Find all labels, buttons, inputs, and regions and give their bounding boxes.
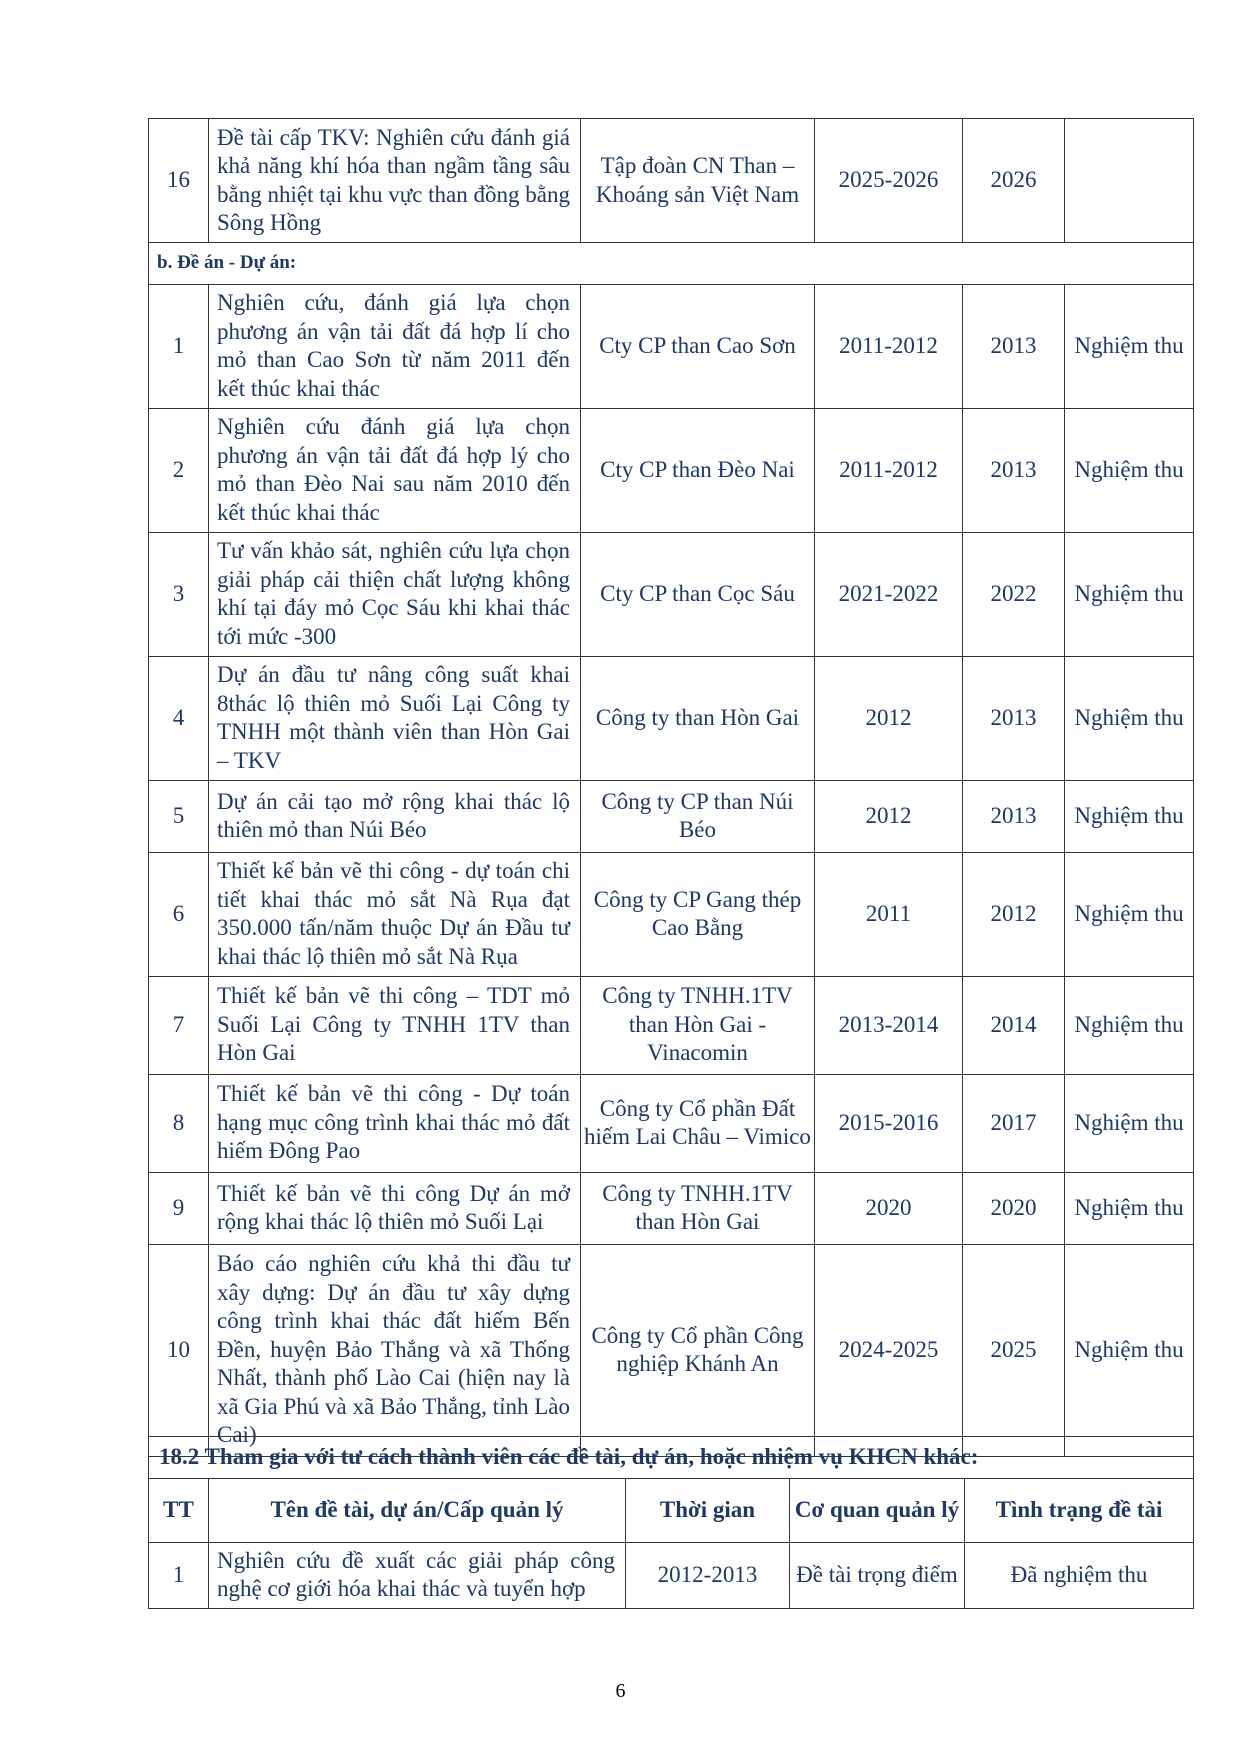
project-time: 2012-2013 xyxy=(626,1542,790,1608)
project-organization: Công ty TNHH.1TV than Hòn Gai xyxy=(581,1172,815,1244)
project-name: Dự án đầu tư nâng công suất khai 8thác lộ thiên mỏ Suối Lại Công ty TNHH một thành viên than Hòn Gai – TKV xyxy=(209,656,581,780)
project-status: Nghiệm thu xyxy=(1065,408,1194,532)
table-row xyxy=(149,1542,1194,1608)
project-status: Nghiệm thu xyxy=(1065,780,1194,852)
acceptance-year: 2020 xyxy=(963,1172,1065,1244)
project-status: Nghiệm thu xyxy=(1065,852,1194,976)
acceptance-year: 2022 xyxy=(963,532,1065,656)
row-number: 10 xyxy=(149,1244,209,1456)
project-name: Dự án cải tạo mở rộng khai thác lộ thiên mỏ than Núi Béo xyxy=(209,780,581,852)
header-name: Tên đề tài, dự án/Cấp quản lý xyxy=(209,1478,626,1542)
row-number: 3 xyxy=(149,532,209,656)
project-period: 2013-2014 xyxy=(815,976,963,1074)
project-organization: Cty CP than Cao Sơn xyxy=(581,284,815,408)
project-name: Đề tài cấp TKV: Nghiên cứu đánh giá khả năng khí hóa than ngầm tầng sâu bằng nhiệt tại khu vực than đồng bằng Sông Hồng xyxy=(209,119,581,243)
row-number: 9 xyxy=(149,1172,209,1244)
acceptance-year: 2014 xyxy=(963,976,1065,1074)
row-number: 7 xyxy=(149,976,209,1074)
page-number: 6 xyxy=(615,1680,626,1702)
project-status xyxy=(1065,119,1194,243)
table-row xyxy=(149,284,1194,408)
header-tt: TT xyxy=(149,1478,209,1542)
project-name: Thiết kế bản vẽ thi công - Dự toán hạng mục công trình khai thác mỏ đất hiếm Đông Pao xyxy=(209,1074,581,1172)
row-number: 4 xyxy=(149,656,209,780)
row-number: 6 xyxy=(149,852,209,976)
section-heading: b. Đề án - Dự án: xyxy=(149,243,1194,285)
project-status: Đã nghiệm thu xyxy=(965,1542,1194,1608)
acceptance-year: 2012 xyxy=(963,852,1065,976)
project-name: Tư vấn khảo sát, nghiên cứu lựa chọn giải pháp cải thiện chất lượng không khí tại đáy mỏ Cọc Sáu khi khai thác tới mức -300 xyxy=(209,532,581,656)
header-row xyxy=(149,1478,1194,1542)
project-status: Nghiệm thu xyxy=(1065,1074,1194,1172)
project-organization: Công ty CP Gang thép Cao Bằng xyxy=(581,852,815,976)
section-row xyxy=(149,243,1194,285)
table-row xyxy=(149,532,1194,656)
acceptance-year: 2013 xyxy=(963,284,1065,408)
project-organization: Công ty Cổ phần Công nghiệp Khánh An xyxy=(581,1244,815,1456)
project-period: 2020 xyxy=(815,1172,963,1244)
projects-body xyxy=(149,284,1194,1456)
project-name: Thiết kế bản vẽ thi công Dự án mở rộng khai thác lộ thiên mỏ Suối Lại xyxy=(209,1172,581,1244)
project-period: 2015-2016 xyxy=(815,1074,963,1172)
project-period: 2011-2012 xyxy=(815,408,963,532)
project-status: Nghiệm thu xyxy=(1065,1172,1194,1244)
section-row xyxy=(149,1437,1194,1479)
project-status: Nghiệm thu xyxy=(1065,976,1194,1074)
project-period: 2011 xyxy=(815,852,963,976)
table-row xyxy=(149,1074,1194,1172)
table-row xyxy=(149,119,1194,243)
row-number: 1 xyxy=(149,284,209,408)
header-time: Thời gian xyxy=(626,1478,790,1542)
row-number: 8 xyxy=(149,1074,209,1172)
project-organization: Công ty than Hòn Gai xyxy=(581,656,815,780)
project-status: Nghiệm thu xyxy=(1065,656,1194,780)
project-name: Nghiên cứu đánh giá lựa chọn phương án vận tải đất đá hợp lý cho mỏ than Đèo Nai sau năm 2010 đến kết thúc khai thác xyxy=(209,408,581,532)
table-row xyxy=(149,656,1194,780)
row-number: 2 xyxy=(149,408,209,532)
section-heading: 18.2 Tham gia với tư cách thành viên các đề tài, dự án, hoặc nhiệm vụ KHCN khác: xyxy=(149,1437,1194,1479)
project-name: Nghiên cứu đề xuất các giải pháp công nghệ cơ giới hóa khai thác và tuyển hợp xyxy=(209,1542,626,1608)
acceptance-year: 2025 xyxy=(963,1244,1065,1456)
project-name: Nghiên cứu, đánh giá lựa chọn phương án vận tải đất đá hợp lí cho mỏ than Cao Sơn từ năm 2011 đến kết thúc khai thác xyxy=(209,284,581,408)
acceptance-year: 2026 xyxy=(963,119,1065,243)
project-period: 2011-2012 xyxy=(815,284,963,408)
header-status: Tình trạng đề tài xyxy=(965,1478,1194,1542)
project-period: 2012 xyxy=(815,780,963,852)
project-status: Nghiệm thu xyxy=(1065,532,1194,656)
acceptance-year: 2013 xyxy=(963,780,1065,852)
acceptance-year: 2013 xyxy=(963,408,1065,532)
row-number: 1 xyxy=(149,1542,209,1608)
project-name: Thiết kế bản vẽ thi công - dự toán chi tiết khai thác mỏ sắt Nà Rụa đạt 350.000 tấn/năm thuộc Dự án Đầu tư khai thác lộ thiên mỏ sắt Nà Rụa xyxy=(209,852,581,976)
table-row xyxy=(149,852,1194,976)
table-row xyxy=(149,408,1194,532)
table-row xyxy=(149,1172,1194,1244)
project-organization: Công ty TNHH.1TV than Hòn Gai - Vinacomin xyxy=(581,976,815,1074)
project-period: 2024-2025 xyxy=(815,1244,963,1456)
header-org: Cơ quan quản lý xyxy=(790,1478,965,1542)
row-number: 16 xyxy=(149,119,209,243)
project-organization: Công ty CP than Núi Béo xyxy=(581,780,815,852)
projects-table xyxy=(148,118,1194,1457)
managing-agency: Đề tài trọng điểm xyxy=(790,1542,965,1608)
project-organization: Cty CP than Cọc Sáu xyxy=(581,532,815,656)
project-period: 2025-2026 xyxy=(815,119,963,243)
project-organization: Tập đoàn CN Than – Khoáng sản Việt Nam xyxy=(581,119,815,243)
member-projects-table xyxy=(148,1436,1194,1609)
project-period: 2012 xyxy=(815,656,963,780)
member-projects-body xyxy=(149,1542,1194,1608)
project-name: Thiết kế bản vẽ thi công – TDT mỏ Suối Lại Công ty TNHH 1TV than Hòn Gai xyxy=(209,976,581,1074)
table-row xyxy=(149,780,1194,852)
project-status: Nghiệm thu xyxy=(1065,284,1194,408)
project-status: Nghiệm thu xyxy=(1065,1244,1194,1456)
table-row xyxy=(149,1244,1194,1456)
acceptance-year: 2013 xyxy=(963,656,1065,780)
acceptance-year: 2017 xyxy=(963,1074,1065,1172)
project-period: 2021-2022 xyxy=(815,532,963,656)
row-number: 5 xyxy=(149,780,209,852)
project-organization: Cty CP than Đèo Nai xyxy=(581,408,815,532)
table-row xyxy=(149,976,1194,1074)
project-organization: Công ty Cổ phần Đất hiếm Lai Châu – Vimico xyxy=(581,1074,815,1172)
project-name: Báo cáo nghiên cứu khả thi đầu tư xây dựng: Dự án đầu tư xây dựng công trình khai thác đất hiếm Bến Đền, huyện Bảo Thắng và xã Thống Nhất, thành phố Lào Cai (hiện nay là xã Gia Phú và xã Bảo Thắng, tỉnh Lào Cai) xyxy=(209,1244,581,1456)
